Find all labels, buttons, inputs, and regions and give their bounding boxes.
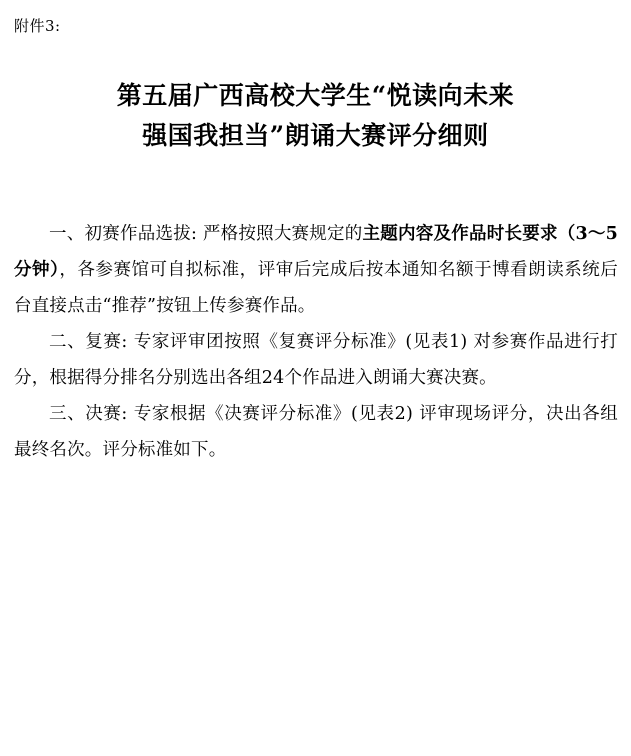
- page-title-line-1: 第五届广西高校大学生“悦读向未来: [116, 81, 515, 110]
- document-body: [14, 216, 618, 468]
- paragraph-segment: 主题内容及作品时长要求（3～5分钟）: [14, 224, 618, 280]
- paragraph-segment: ，各参赛馆可自拟标准，评审后完成后按本通知名额于博看朗读系统后台直接点击“推荐”按钮上传参赛作品。: [14, 260, 619, 316]
- paragraph-segment: 二、复赛: 专家评审团按照《复赛评分标准》(见表1) 对参赛作品进行打分，根据得分排名分别选出各组24个作品进入朗诵大赛决赛。: [14, 332, 618, 388]
- paragraph-2: [14, 324, 618, 396]
- paragraph-3: [14, 396, 618, 468]
- page-title-line-2: 强国我担当”朗诵大赛评分细则: [142, 121, 489, 150]
- page-title: [0, 76, 631, 156]
- attachment-label: 附件3:: [14, 17, 61, 35]
- paragraph-1: [14, 216, 618, 324]
- paragraph-segment: 三、决赛: 专家根据《决赛评分标准》(见表2) 评审现场评分，决出各组最终名次。评分标准如下。: [14, 404, 618, 460]
- paragraph-segment: 一、初赛作品选拔: 严格按照大赛规定的: [49, 224, 363, 244]
